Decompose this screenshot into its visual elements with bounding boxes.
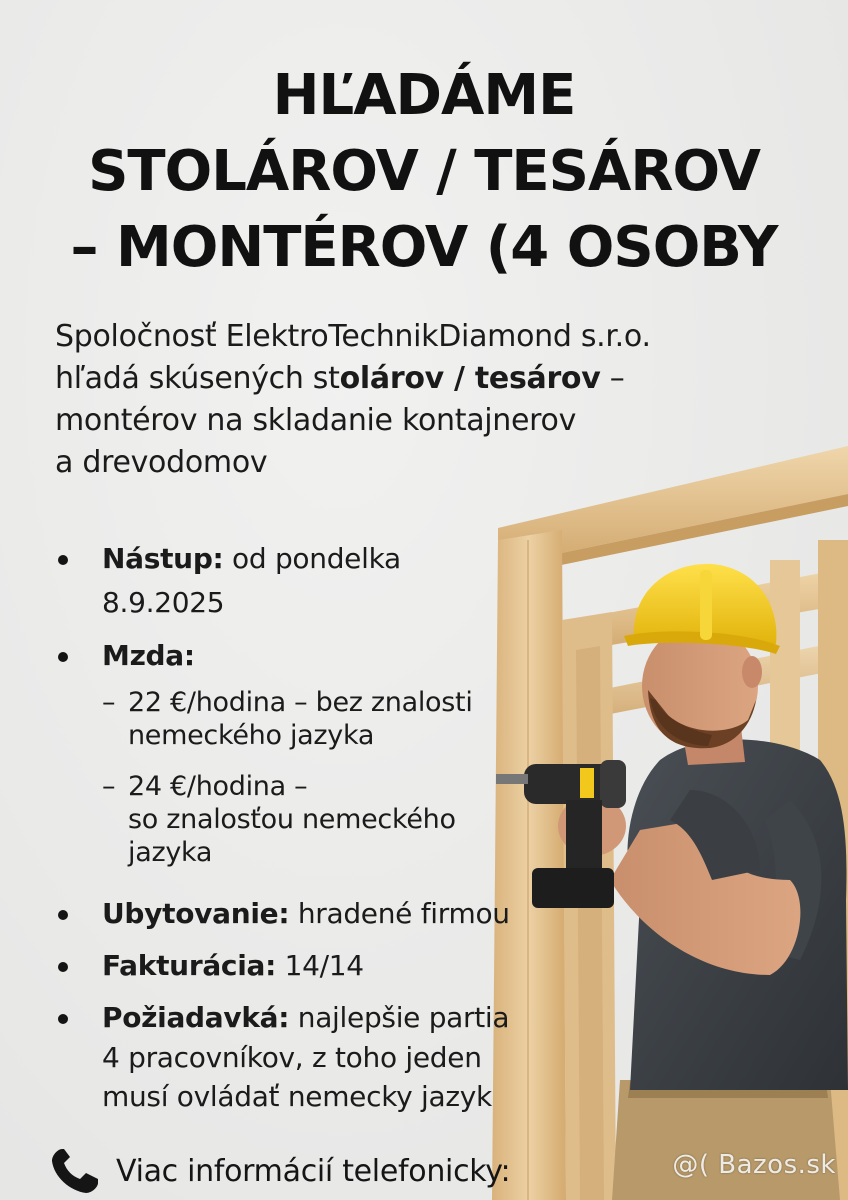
nastup-date: 8.9.2025 xyxy=(102,586,225,619)
intro-line-2-bold: olárov / tesárov xyxy=(339,361,601,396)
intro-line-2-a: hľadá skúsených st xyxy=(55,361,340,396)
intro-line-1: Spoločnosť ElektroTechnikDiamond s.r.o. xyxy=(55,319,651,354)
intro-line-4: a drevodomov xyxy=(55,445,268,480)
mzda-label: Mzda: xyxy=(102,639,195,672)
bazos-watermark: @( Bazos.sk xyxy=(672,1150,836,1180)
title-line-1: HĽADÁME xyxy=(272,63,576,128)
contact-line xyxy=(48,1146,510,1196)
wage-1-line-1: 22 €/hodina – bez znalosti xyxy=(128,687,473,718)
wage-1-dash: – xyxy=(102,687,116,718)
wage-2-line-2: so znalosťou nemeckého xyxy=(128,804,456,835)
fakturacia-value: 14/14 xyxy=(276,949,364,982)
intro-paragraph xyxy=(55,316,815,484)
ubytovanie-value: hradené firmou xyxy=(289,897,510,930)
poziadavka-label: Požiadavká: xyxy=(102,1001,290,1034)
poziadavka-line-3: musí ovládať nemecky jazyk xyxy=(102,1080,492,1113)
title-line-2: STOLÁROV / TESÁROV xyxy=(88,139,760,204)
wage-2-line-3: jazyka xyxy=(128,837,213,868)
title-line-3: – MONTÉROV (4 OSOBY xyxy=(70,215,778,280)
nastup-label: Nástup: xyxy=(102,542,224,575)
intro-line-2-c: – xyxy=(600,361,625,396)
wage-2-line-1: 24 €/hodina – xyxy=(128,771,308,802)
phone-icon xyxy=(48,1145,104,1197)
poziadavka-value: najlepšie partia xyxy=(289,1001,510,1034)
ubytovanie-label: Ubytovanie: xyxy=(102,897,290,930)
page-title xyxy=(0,58,848,286)
wage-1-line-2: nemeckého jazyka xyxy=(128,720,375,751)
wage-2-dash: – xyxy=(102,771,116,802)
nastup-value: od pondelka xyxy=(223,542,401,575)
fakturacia-label: Fakturácia: xyxy=(102,949,277,982)
intro-line-2 xyxy=(55,358,815,400)
contact-text: Viac informácií telefonicky: xyxy=(116,1153,511,1189)
intro-line-3: montérov na skladanie kontajnerov xyxy=(55,403,577,438)
poziadavka-line-2: 4 pracovníkov, z toho jeden xyxy=(102,1041,482,1074)
